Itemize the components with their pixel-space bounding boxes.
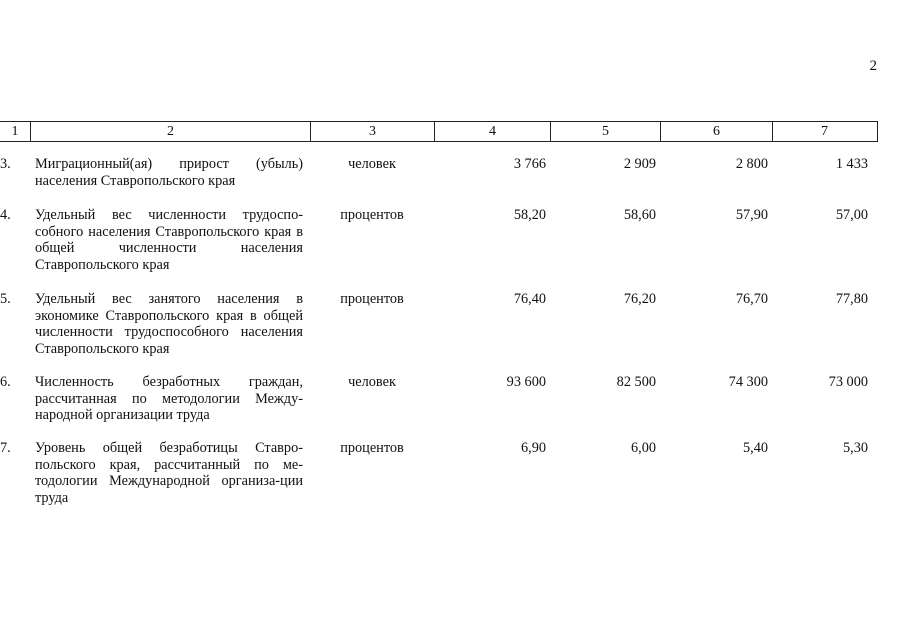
value-col-6: 5,40	[742, 440, 768, 456]
value-col-6: 76,70	[735, 291, 768, 307]
value-col-5: 82 500	[616, 374, 656, 390]
value-col-4: 6,90	[520, 440, 546, 456]
row-number: 6.	[0, 374, 11, 390]
row-number: 7.	[0, 440, 11, 456]
header-col-7: 7	[772, 122, 876, 141]
header-col-3: 3	[310, 122, 434, 141]
row-number: 5.	[0, 291, 11, 307]
value-col-5: 58,60	[623, 207, 656, 223]
page-number: 2	[869, 58, 877, 74]
value-col-4: 93 600	[506, 374, 546, 390]
table-header-row	[0, 121, 878, 142]
indicator-name: Уровень общей безработицы Ставро-польского края, рассчитанный по ме-тодологии Международной организа-ции труда	[35, 440, 303, 506]
indicator-name: Удельный вес численности трудоспо-собного населения Ставропольского края в общей численности населения Ставропольского края	[35, 207, 303, 273]
unit-cell: процентов	[340, 207, 404, 223]
unit-cell: человек	[348, 156, 396, 172]
indicator-name: Удельный вес занятого населения в экономике Ставропольского края в общей численности трудоспособного населения Ставропольского края	[35, 291, 303, 357]
value-col-7: 57,00	[835, 207, 868, 223]
unit-cell: процентов	[340, 440, 404, 456]
value-col-5: 6,00	[630, 440, 656, 456]
row-number: 4.	[0, 207, 11, 223]
value-col-7: 73 000	[828, 374, 868, 390]
value-col-6: 57,90	[735, 207, 768, 223]
value-col-4: 3 766	[513, 156, 546, 172]
value-col-7: 1 433	[835, 156, 868, 172]
value-col-5: 76,20	[623, 291, 656, 307]
unit-cell: человек	[348, 374, 396, 390]
value-col-4: 76,40	[513, 291, 546, 307]
value-col-7: 5,30	[842, 440, 868, 456]
header-col-4: 4	[434, 122, 550, 141]
header-col-1: 1	[11, 124, 19, 139]
value-col-4: 58,20	[513, 207, 546, 223]
value-col-5: 2 909	[623, 156, 656, 172]
value-col-6: 74 300	[728, 374, 768, 390]
indicator-name: Миграционный(ая) прирост (убыль) населения Ставропольского края	[35, 156, 303, 189]
header-col-2: 2	[30, 122, 310, 141]
header-col-6: 6	[660, 122, 772, 141]
value-col-6: 2 800	[735, 156, 768, 172]
header-col-5: 5	[550, 122, 660, 141]
unit-cell: процентов	[340, 291, 404, 307]
indicator-name: Численность безработных граждан, рассчитанная по методологии Между-народной организации труда	[35, 374, 303, 424]
row-number: 3.	[0, 156, 11, 172]
value-col-7: 77,80	[835, 291, 868, 307]
